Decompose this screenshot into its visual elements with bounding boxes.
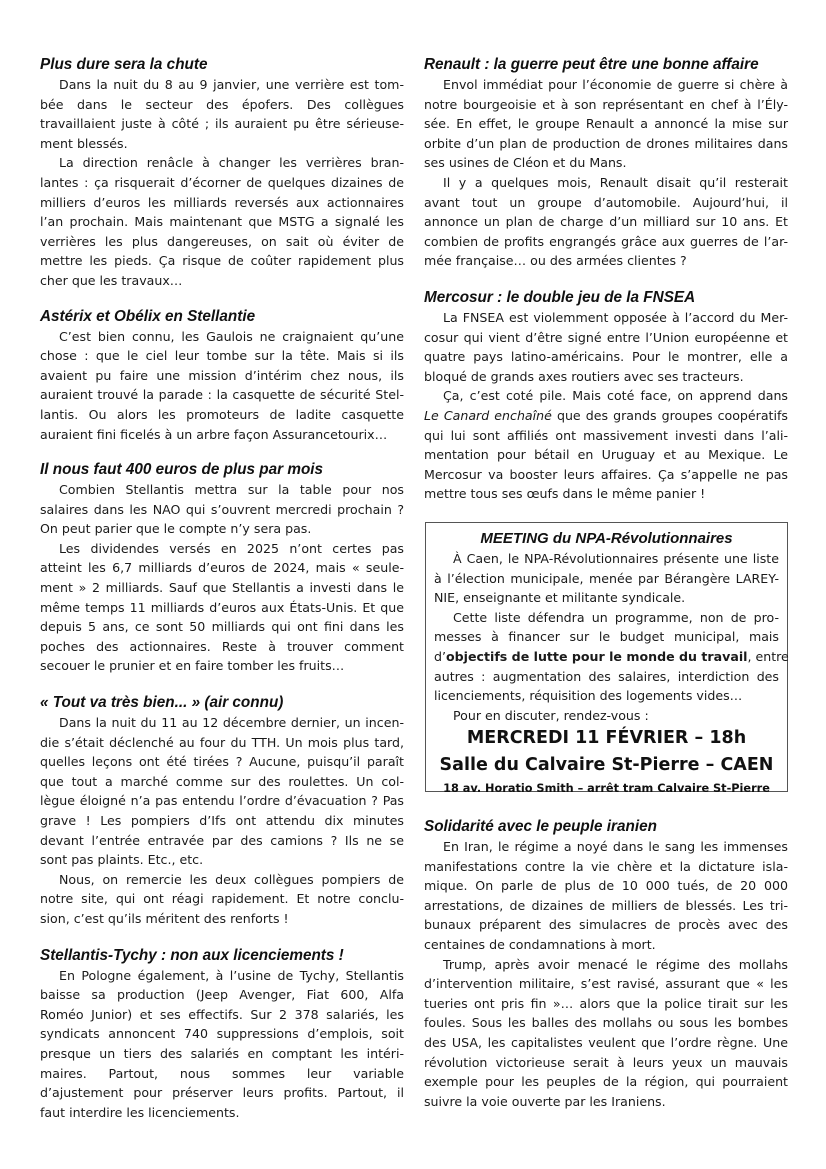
article-title: Astérix et Obélix en Stellantie <box>40 307 256 325</box>
article-spacer <box>40 676 404 692</box>
text-line: que tout a marché comme sur des roulettes. Un col- <box>40 773 404 789</box>
article <box>424 287 788 504</box>
text-line: combien de profits engrangés grâce aux guerres de l’ar- <box>424 233 788 249</box>
text-line: Les dividendes versés en 2025 n’ont certes pas <box>59 540 404 556</box>
article-paragraph <box>40 327 404 445</box>
text-line: révolution victorieuse serait à leurs yeux un mauvais <box>424 1054 788 1070</box>
article-title: Plus dure sera la chute <box>40 56 208 73</box>
article-paragraph <box>40 539 404 676</box>
text-line: d’intervention militaire, s’est ravisé, assurant que « les <box>424 976 788 992</box>
article-paragraph <box>424 75 788 173</box>
text-line: avant tout un groupe d’automobile. Aujourd’hui, il <box>424 194 788 210</box>
article-title: Il nous faut 400 euros de plus par mois <box>40 461 324 479</box>
article-paragraph <box>424 955 788 1112</box>
article-paragraph <box>40 153 404 290</box>
article-paragraph <box>40 75 404 153</box>
text-line: die s’était déclenché au four du TTH. Un mois plus tard, <box>40 734 404 750</box>
text-line: verrières les plus dangereuses, on sait où éviter de <box>40 233 404 249</box>
text-line: En Iran, le régime a noyé dans le sang les immenses <box>443 839 788 854</box>
text-line: quelles leçons ont été tirées ? Aucune, puisqu’il paraît <box>40 754 404 770</box>
article-paragraph <box>424 173 788 271</box>
text-line: bée dans le secteur des épofers. Des collègues <box>40 96 404 112</box>
text-line: NIE, enseignante et militante syndicale. <box>434 590 686 606</box>
text-line: Roméo Junior) et ses effectifs. Sur 2 378 salariés, les <box>40 1006 404 1022</box>
meeting-highlight: objectifs de lutte pour le monde du travail <box>446 648 748 664</box>
text-line: centaines de condamnations à mort. <box>424 936 656 952</box>
text-line: Mercosur va booster leurs affaires. Ça s’appelle ne pas <box>424 466 788 482</box>
meeting-line: autres : augmentation des salaires, interdiction des <box>434 668 779 684</box>
meeting-address: 18 av. Horatio Smith – arrêt tram Calvaire St-Pierre <box>443 782 770 796</box>
text-line: mettre tous ses œufs dans le même panier ! <box>424 486 706 502</box>
text-line: Il y a quelques mois, Renault disait qu’il resterait <box>443 174 788 190</box>
article <box>40 459 404 676</box>
text-line: baisse sa production (Jeep Avenger, Fiat 600, Alfa <box>40 987 404 1003</box>
text-line: Ça, c’est coté pile. Mais coté face, on apprend dans <box>443 388 788 404</box>
text-line: depuis 5 ans, ce sont 50 milliards qui ont fini dans les <box>40 619 404 635</box>
meeting-line: licenciements, réquisition des logements vides… <box>434 688 743 704</box>
meeting-line: messes à financer sur le budget municipal, mais <box>434 629 779 645</box>
text-line: mentation pour bétail en Uruguay et au Mexique. Le <box>424 447 788 463</box>
text-line: arrestations, de dizaines de milliers de blessés. Les tri- <box>424 897 788 913</box>
publication-title: Le Canard enchaîné <box>424 407 552 423</box>
text-line: chose : que le ciel leur tombe sur la tête. Mais si ils <box>40 348 404 364</box>
text-line: bunaux préparent des simulacres de procès avec des <box>424 917 788 933</box>
text-line: auraient trouvé la parade : la casquette de sécurité Stel- <box>40 387 404 403</box>
meeting-paragraph-1 <box>434 549 779 608</box>
text-line: secouer le prunier et en faire tomber les fruits… <box>40 658 345 674</box>
text-line: atteint les 6,7 milliards d’euros de 2024, mais « seule- <box>40 560 404 576</box>
text-line: Combien Stellantis mettra sur la table pour nos <box>59 482 404 498</box>
text-line: milliers d’euros les milliards reversés aux actionnaires <box>40 194 404 210</box>
text-line: Envol immédiat pour l’économie de guerre si chère à <box>443 77 788 92</box>
text-line: notre bourgeoisie et à son représentant en chef à l’Ély- <box>424 96 788 112</box>
article-spacer <box>424 271 788 287</box>
text-line: salaires dans les NAO qui s’ouvrent mercredi prochain ? <box>40 501 404 517</box>
text-line: lègue éloigné n’a pas entendu l’ordre d’évacuation ? Pas <box>40 793 404 809</box>
text-line: On peut parier que le compte n’y sera pas. <box>40 521 312 537</box>
text-line: cosur qui vient d’être signé entre l’Union européenne et <box>424 329 788 345</box>
article-spacer <box>40 291 404 306</box>
article-title: Stellantis-Tychy : non aux licenciements ! <box>40 946 344 964</box>
text-line: manifestations contre la vie chère et la dictature isla- <box>424 858 788 874</box>
article-paragraph <box>40 870 404 929</box>
text-line: poches des actionnaires. Reste à trouver comment <box>40 638 404 654</box>
text-line: des USA, les capitalistes veulent que l’ordre règne. Une <box>424 1034 788 1050</box>
article <box>424 54 788 271</box>
article <box>40 692 404 929</box>
text-line: grave ! Les pompiers d’Ifs ont attendu dix minutes <box>40 813 404 828</box>
text-line: annonce un plan de charge d’un milliard sur 10 ans. Et <box>424 214 788 230</box>
text-line: syndicats annoncent 740 suppressions d’emplois, soit <box>40 1026 404 1042</box>
meeting-announcement-box <box>425 522 789 796</box>
text-line: suivre la voie ouverte par les Iraniens. <box>424 1093 666 1109</box>
text-line: Le Canard enchaîné que des grands groupes coopératifs <box>424 407 788 423</box>
text-line: l’an prochain. Mais maintenant que MSTG a signalé les <box>40 214 404 230</box>
article-title: Renault : la guerre peut être une bonne affaire <box>424 56 759 73</box>
article-paragraph <box>40 713 404 870</box>
text-line: ses usines de Cléon et du Mans. <box>424 155 627 171</box>
text-line: cher que les travaux… <box>40 272 183 288</box>
text-line: lantes : ça risquerait d’écorner de quelques dizaines de <box>40 174 404 190</box>
text-line: bloqué de grands axes routiers avec ses tracteurs. <box>424 368 744 384</box>
right-column-bottom <box>424 816 788 1111</box>
text-line: qui lui sont affiliés ont massivement investi dans l’ali- <box>424 427 788 443</box>
text-line: maires. Partout, nous sommes leur variable <box>40 1065 404 1081</box>
article-paragraph <box>424 837 788 955</box>
text-line: d’ajustement pour préserver leurs profits. Partout, il <box>40 1085 404 1101</box>
text-line: La FNSEA est violemment opposée à l’accord du Mer- <box>443 309 788 325</box>
meeting-invite: Pour en discuter, rendez-vous : <box>453 707 649 723</box>
text-line: faut interdire les licenciements. <box>40 1104 240 1120</box>
article-spacer <box>40 444 404 459</box>
article-paragraph <box>40 480 404 539</box>
text-line: avaient pu faire une mission d’intérim chez nous, ils <box>40 367 404 383</box>
text-line: mée française… ou des armées clientes ? <box>424 253 687 269</box>
text-line: quatre pays latino-américains. Pour le montrer, elle a <box>424 349 788 365</box>
text-line: foules. Sous les balles des mollahs ou sous les bombes <box>424 1015 788 1031</box>
text-line: Trump, après avoir menacé le régime des mollahs <box>443 956 788 972</box>
text-line: à l’élection municipale, menée par Bérangère LAREY- <box>434 570 779 586</box>
text-line: À Caen, le NPA-Révolutionnaires présente une liste <box>453 551 779 566</box>
article-paragraph <box>424 386 788 504</box>
text-line: ment blessés. <box>40 135 128 151</box>
text-line: mique. On parle de plus de 10 000 tués, de 20 000 <box>424 878 788 894</box>
article-paragraph <box>424 308 788 386</box>
text-line: orbite d’un plan de production de drones militaires dans <box>424 135 788 151</box>
text-line: ment » 2 milliards. Sauf que Stellantis a investi dans le <box>40 580 404 596</box>
text-line: notre site, qui ont réagi rapidement. Et notre conclu- <box>40 891 404 907</box>
meeting-date-time: MERCREDI 11 FÉVRIER – 18h <box>466 728 747 749</box>
text-line: presque un tiers des salariés en comptant les intéri- <box>40 1045 404 1061</box>
meeting-venue: Salle du Calvaire St-Pierre – CAEN <box>439 755 774 776</box>
text-line: En Pologne également, à l’usine de Tychy, Stellantis <box>59 967 404 983</box>
meeting-paragraph-2 <box>434 608 789 726</box>
text-line: tueries ont pris fin »… alors que la police tirait sur les <box>424 995 788 1011</box>
meeting-line <box>434 647 789 667</box>
article-paragraph <box>40 966 404 1123</box>
meeting-text: d’ <box>434 648 446 664</box>
article <box>40 306 404 445</box>
meeting-text: , entre <box>747 648 789 664</box>
text-line: Dans la nuit du 8 au 9 janvier, une verrière est tom- <box>59 77 404 92</box>
left-column <box>40 54 404 1122</box>
text-line: sont pas plaints. Etc., etc. <box>40 852 204 868</box>
text-line: devant l’entrée entravée par des camions ? Ils ne se <box>40 832 404 848</box>
article <box>40 54 404 291</box>
text-line: La direction renâcle à changer les verrières bran- <box>59 155 404 171</box>
right-column-top <box>424 54 788 504</box>
text-line: exemple pour les peuples de la région, qui pourraient <box>424 1074 788 1090</box>
text-line: sion, c’est qu’ils méritent des renforts ! <box>40 910 289 926</box>
text-line: mettre les pieds. Ça risque de coûter rapidement plus <box>40 253 404 269</box>
article-title: « Tout va très bien... » (air connu) <box>40 694 284 712</box>
meeting-title: MEETING du NPA-Révolutionnaires <box>480 530 733 547</box>
text-line: travaillaient juste à côté ; ils auraient pu être sérieuse- <box>40 116 404 132</box>
text-line: lantis. Ou alors les promoteurs de ladite casquette <box>40 406 404 422</box>
text-line: C’est bien connu, les Gaulois ne craignaient qu’une <box>59 328 404 344</box>
article-title: Solidarité avec le peuple iranien <box>424 818 657 835</box>
text-line: Dans la nuit du 11 au 12 décembre dernier, un incen- <box>59 715 404 731</box>
article-title: Mercosur : le double jeu de la FNSEA <box>424 288 696 306</box>
text-line: Nous, on remercie les deux collègues pompiers de <box>59 871 404 887</box>
meeting-line: Cette liste défendra un programme, non de pro- <box>453 609 779 625</box>
article <box>40 945 404 1123</box>
text-line: auraient fini ficelés à un arbre façon Assurancetourix… <box>40 426 388 442</box>
article-spacer <box>40 929 404 945</box>
text-line: même temps 11 milliards d’euros aux États-Unis. Et que <box>40 599 404 615</box>
text-line: sée. En effet, le groupe Renault a annoncé la mise sur <box>424 116 788 132</box>
